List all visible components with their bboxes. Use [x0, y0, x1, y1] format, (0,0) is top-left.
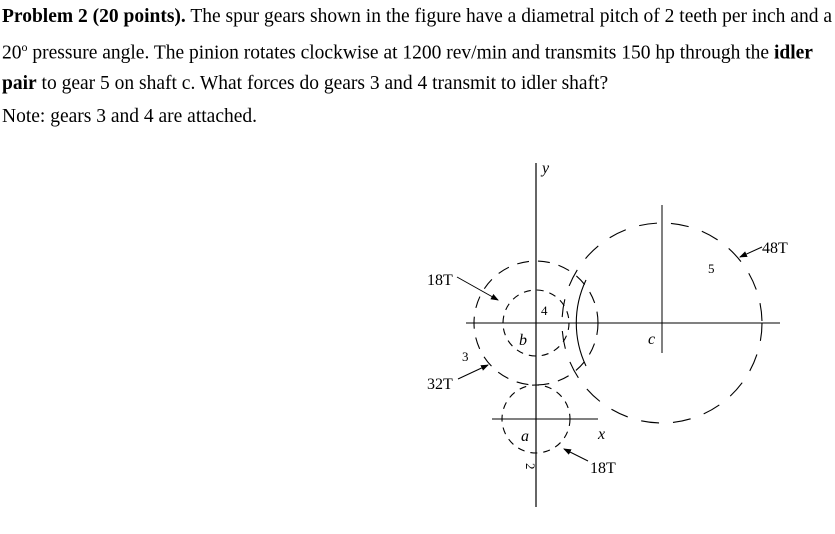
gear-2-teeth-label: 18T [590, 460, 616, 477]
gear-3-teeth-label: 18T [427, 272, 453, 289]
shaft-b-label: b [519, 332, 527, 349]
gear-2-number: 2 [523, 463, 538, 470]
shaft-c-label: c [648, 331, 656, 348]
problem-text-1: The spur gears shown in the figure have a diametral pitch of 2 teeth per inch and a 20 [2, 6, 832, 64]
gear-2-leader [564, 449, 588, 461]
gear-3-leader [457, 277, 498, 300]
problem-heading: Problem 2 (20 points). [2, 6, 186, 27]
gear-5-teeth-label: 48T [762, 240, 788, 257]
note-text: Note: gears 3 and 4 are attached. [2, 106, 258, 127]
gear-4-teeth-label: 32T [427, 376, 453, 393]
gear-4-leader [458, 365, 488, 379]
degree-sign: o [21, 40, 28, 54]
y-axis-label: y [542, 160, 550, 177]
shaft-b-marker [531, 318, 541, 328]
gear-4-number: 4 [541, 303, 548, 318]
shaft-a-label: a [521, 428, 529, 445]
gear-train-figure [400, 155, 800, 515]
idler-pair-emphasis: idler pair [2, 42, 813, 94]
problem-text-2: pressure angle. The pinion rotates clockwise at 1200 rev/min and transmits 150 hp through the [27, 42, 774, 64]
x-axis-label: x [598, 426, 606, 443]
shaft-c-marker [657, 318, 667, 328]
gear-5-leader [740, 247, 762, 257]
problem-text-3: to gear 5 on shaft c. What forces do gears 3 and 4 transmit to idler shaft? [36, 72, 609, 94]
gear-5-number: 5 [708, 261, 715, 276]
shaft-a-marker [531, 414, 541, 424]
problem-statement [2, 2, 835, 99]
gear-3-number: 3 [462, 349, 469, 364]
